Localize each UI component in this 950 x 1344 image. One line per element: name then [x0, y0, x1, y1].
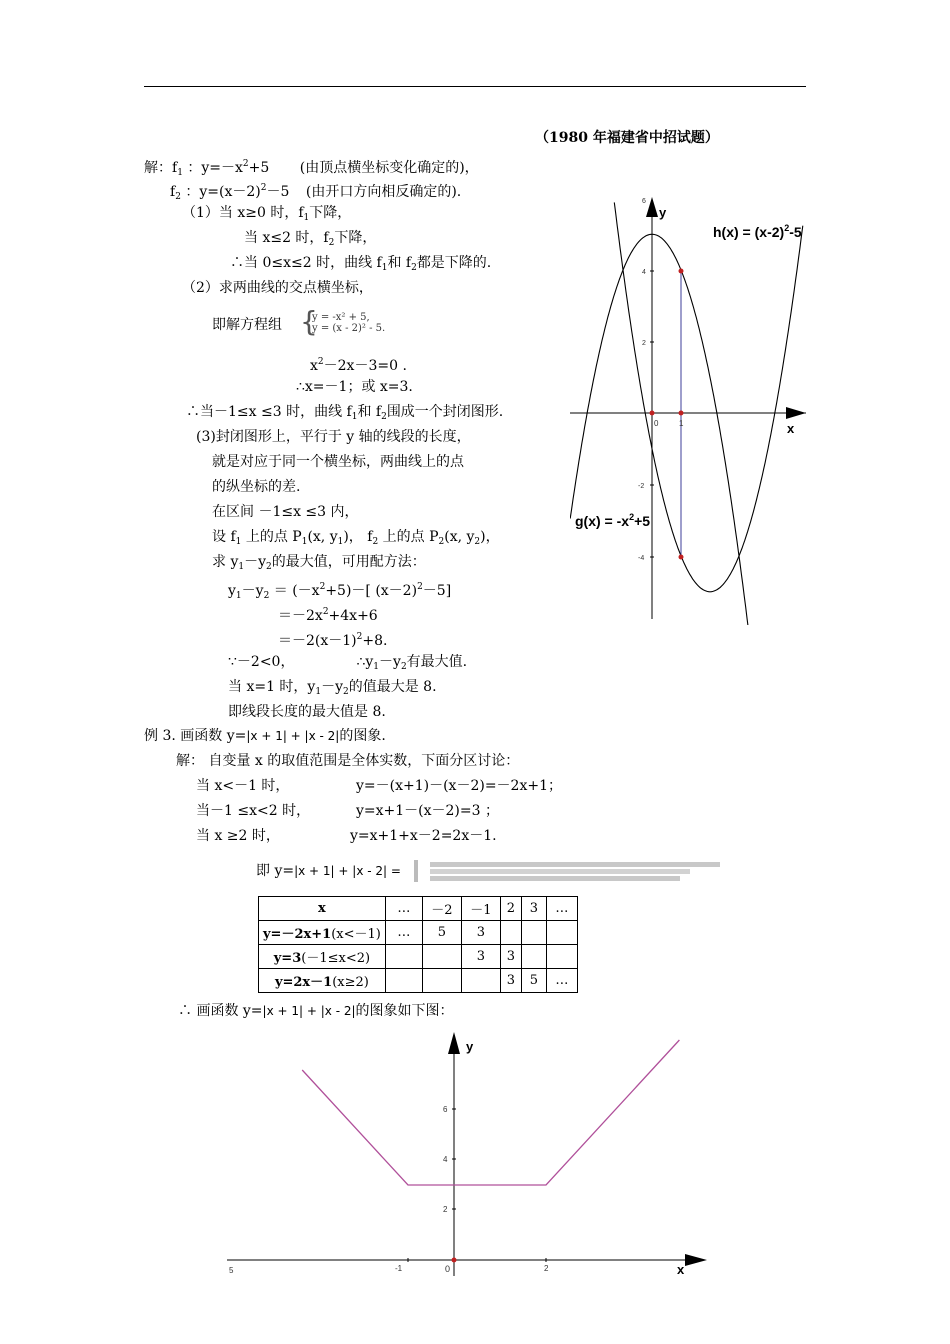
- piecewise-line: 即 y=|x + 1| + |x - 2| =: [256, 863, 401, 879]
- part3-l2: 就是对应于同一个横坐标，两曲线上的点: [212, 454, 464, 470]
- graph2-tick-4: 4: [443, 1155, 448, 1164]
- table-cell: 3: [461, 921, 500, 945]
- graph1-tick-x0: 0: [654, 419, 659, 428]
- graph2-tick-x0: 0: [445, 1264, 451, 1274]
- graph1-tick-4: 4: [642, 269, 646, 276]
- value-table: [258, 896, 578, 993]
- part1-line3: ∴当 0≤x≤2 时，曲线 $f_1$和 $f_2$都是下降的.: [230, 255, 492, 273]
- calc-line2: $=-2x^2+4x+6$: [278, 607, 378, 624]
- part2-eq1: $x^2-2x-3=0$ .: [310, 357, 407, 374]
- example3-title: 例 3. 画函数 y=|x + 1| + |x - 2|的图象.: [144, 728, 386, 744]
- table-cell: [422, 969, 461, 993]
- graph1-curve-g: [570, 234, 751, 625]
- graph2-y-arrow: [448, 1032, 460, 1054]
- graph1-x-arrow: [786, 407, 806, 419]
- part3-l6: 求 $y_1-y_2$的最大值，可用配方法：: [212, 554, 426, 572]
- table-cell: 3: [461, 945, 500, 969]
- graph-intro-line: ∴ 画函数 y=|x + 1| + |x - 2|的图象如下图：: [178, 1003, 454, 1019]
- solution-f1-line: 解：$f_1$ ：$y=-x^2+5$ (由顶点横坐标变化确定的)，: [144, 159, 479, 178]
- graph1-tick-top: 6: [642, 198, 646, 205]
- part3-l1: (3)封闭图形上，平行于 y 轴的线段的长度，: [196, 429, 471, 445]
- part3-l5: 设 $f_1$ 上的点 $P_1(x$, $y_1$)， $f_2$ 上的点 $P_2(x$, $y_2$)，: [212, 529, 500, 547]
- table-row: [259, 921, 578, 945]
- graph1-curve-h: [614, 202, 803, 591]
- table-cell: [422, 945, 461, 969]
- calc-line6: 即线段长度的最大值是 8.: [228, 704, 386, 720]
- graph1-xlabel: x: [787, 421, 795, 436]
- graph1-tick-2: 2: [642, 340, 646, 347]
- graph2-tick-xn5: 5: [229, 1266, 234, 1275]
- system-brace: {: [300, 305, 318, 338]
- part2-line1: （2）求两曲线的交点横坐标，: [182, 280, 373, 296]
- header-rule: [144, 86, 806, 87]
- system-eq1: y = -x² + 5,: [312, 312, 370, 323]
- case3-condition: 当 x ≥2 时，: [196, 828, 280, 844]
- graph1-point-bottom: [679, 555, 684, 560]
- graph2-tick-x2: 2: [544, 1264, 549, 1273]
- table-header-cell: －1: [461, 897, 500, 921]
- table-header-row: [259, 897, 578, 921]
- table-cell: …: [385, 921, 422, 945]
- graph2-tick-2: 2: [443, 1205, 448, 1214]
- case1-formula: y=－(x+1)－(x－2)=－2x+1；: [356, 778, 562, 794]
- solution-f2-line: $f_2$ ：$y=(x-2)^2-5$ (由开口方向相反确定的).: [170, 183, 462, 202]
- table-cell: 5: [521, 969, 546, 993]
- graph2-polyline: [302, 1040, 679, 1185]
- graph1-point-axis: [679, 411, 684, 416]
- graph1-y-arrow: [646, 197, 658, 217]
- part2-line2: 即解方程组: [212, 317, 282, 333]
- table-header-cell: －2: [422, 897, 461, 921]
- graph2-tick-xn1: -1: [395, 1264, 403, 1273]
- calc-line4: ∵－2<0， $\therefore y_1-y_2$有最大值.: [228, 654, 468, 672]
- table-header-cell: …: [546, 897, 577, 921]
- graph-abs-function: [225, 1030, 710, 1280]
- part3-l3: 的纵坐标的差.: [212, 479, 301, 495]
- graph2-ylabel: y: [466, 1039, 474, 1054]
- table-cell: 3: [500, 969, 521, 993]
- graph1-label-h: $h(x) = (x-2)^2-5$: [713, 223, 802, 240]
- part3-l4: 在区间 －1≤x ≤3 内，: [212, 504, 359, 520]
- graph1-tick-n2: -2: [638, 483, 645, 490]
- table-cell: …: [546, 969, 577, 993]
- graph1-point-origin: [650, 411, 655, 416]
- calc-line5: 当 x=1 时，$y_1-y_2$的值最大是 8.: [228, 679, 437, 697]
- table-cell: [385, 945, 422, 969]
- table-cell: [521, 921, 546, 945]
- graph1-tick-x1: 1: [679, 419, 684, 428]
- piecewise-blurred-cases: [410, 856, 732, 886]
- table-row: [259, 969, 578, 993]
- part2-eq2: ∴x=－1；或 x=3.: [296, 379, 413, 395]
- table-row-label: y=2x－1(x≥2): [259, 969, 386, 993]
- graph1-point-top: [679, 269, 684, 274]
- part2-conclusion: ∴当－1≤x ≤3 时，曲线 $f_1$和 $f_2$围成一个封闭图形.: [186, 404, 504, 422]
- table-cell: 3: [500, 945, 521, 969]
- table-header-cell: 2: [500, 897, 521, 921]
- table-cell: 5: [422, 921, 461, 945]
- graph1-label-g: $g(x) = -x^2+5$: [575, 512, 651, 529]
- table-header-cell: x: [259, 897, 386, 921]
- graph2-point-origin: [452, 1258, 457, 1263]
- table-cell: [385, 969, 422, 993]
- graph2-xlabel: x: [677, 1262, 685, 1277]
- calc-line3: $=-2(x-1)^2+8$.: [278, 632, 388, 649]
- table-cell: [500, 921, 521, 945]
- table-header-cell: 3: [521, 897, 546, 921]
- example3-solution: 解： 自变量 x 的取值范围是全体实数，下面分区讨论：: [176, 753, 520, 769]
- system-eq2: y = (x - 2)² - 5.: [312, 323, 386, 334]
- part1-line2: 当 x≤2 时，$f_2$下降，: [244, 230, 377, 248]
- case2-condition: 当－1 ≤x<2 时，: [196, 803, 311, 819]
- table-row: [259, 945, 578, 969]
- table-cell: [546, 945, 577, 969]
- calc-line1: $y_1-y_2 = (-x^2+5)-$[ $(x-2)^2-5$]: [228, 582, 452, 601]
- graph1-ylabel: y: [659, 205, 667, 220]
- table-row-label: y=3(－1≤x<2): [259, 945, 386, 969]
- table-cell: [546, 921, 577, 945]
- table-row-label: y=－2x+1(x<－1): [259, 921, 386, 945]
- case1-condition: 当 x<－1 时，: [196, 778, 290, 794]
- table-cell: [461, 969, 500, 993]
- graph2-x-arrow: [685, 1254, 707, 1266]
- table-cell: [521, 945, 546, 969]
- equation-system: [312, 312, 385, 334]
- case2-formula: y=x+1－(x－2)=3 ；: [356, 803, 499, 819]
- table-header-cell: …: [385, 897, 422, 921]
- graph2-tick-6: 6: [443, 1105, 448, 1114]
- graph-parabolas: [570, 195, 810, 625]
- case3-formula: y=x+1+x－2=2x－1.: [350, 828, 497, 844]
- source-note: （1980 年福建省中招试题）: [535, 130, 719, 146]
- part1-line1: （1）当 x≥0 时，$f_1$下降，: [182, 205, 352, 223]
- graph1-tick-n4: -4: [638, 555, 645, 562]
